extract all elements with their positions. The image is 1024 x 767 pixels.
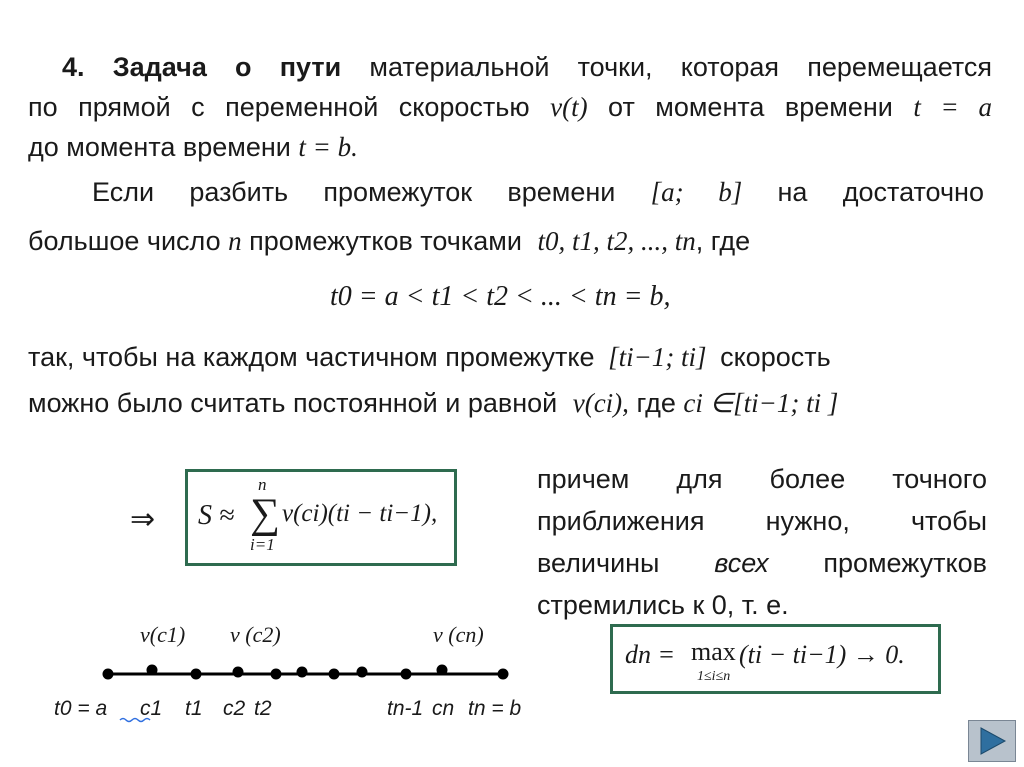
spellcheck-underline bbox=[120, 719, 150, 722]
heading-title: Задача о пути bbox=[112, 52, 342, 82]
velocity-label-c1: v(c1) bbox=[140, 622, 186, 647]
paragraph2-line-1 bbox=[28, 340, 831, 374]
sum-lower: i=1 bbox=[250, 535, 275, 554]
heading-line-3 bbox=[28, 130, 358, 164]
timeline-point-mid2 bbox=[329, 669, 340, 680]
velocity-function: v(t) bbox=[550, 92, 588, 122]
timeline-point-tn-1 bbox=[401, 669, 412, 680]
interval-ab: [a; b] bbox=[650, 177, 743, 207]
timeline-point-t2 bbox=[271, 669, 282, 680]
heading-line-3-text: до момента времени bbox=[28, 132, 291, 162]
paragraph3-line-3-end: промежутков bbox=[823, 548, 987, 578]
velocity-at-ci: v(ci), bbox=[572, 388, 629, 418]
sum-lhs: S ≈ bbox=[198, 500, 235, 531]
timeline-label-c2: c2 bbox=[223, 697, 246, 720]
formula-order bbox=[330, 281, 670, 313]
heading-line-2 bbox=[28, 90, 992, 124]
paragraph2-line-2 bbox=[28, 386, 838, 420]
paragraph1-line-2: большое число n промежутков точками t0, t1, t2, ..., tn, где bbox=[28, 226, 751, 256]
paragraph3-line-4: стремились к 0, т. е. bbox=[537, 590, 789, 620]
timeline-label-t2: t2 bbox=[254, 697, 272, 720]
heading-line-2-text: по прямой с переменной скоростью bbox=[28, 92, 530, 122]
paragraph3-line-1: причем для более точного bbox=[537, 464, 987, 494]
interval-ti: [ti−1; ti] bbox=[608, 342, 707, 372]
heading-number: 4. bbox=[62, 52, 85, 82]
paragraph3-line-2: приближения нужно, чтобы bbox=[537, 506, 987, 536]
sum-body: v(ci)(ti − ti−1), bbox=[282, 500, 438, 527]
sum-upper: n bbox=[258, 475, 267, 494]
velocity-label-c2: v (c2) bbox=[230, 622, 281, 647]
timeline-point-c2 bbox=[233, 667, 244, 678]
paragraph1-line-2-end: где bbox=[710, 226, 751, 256]
timeline-diagram bbox=[40, 612, 560, 732]
play-next-icon bbox=[969, 721, 1015, 761]
timeline-point-c1 bbox=[147, 665, 158, 676]
partition-points: t0, t1, t2, ..., tn bbox=[537, 226, 696, 256]
heading-line-1-text: материальной точки, которая перемещается bbox=[369, 52, 992, 82]
dn-formula-box bbox=[610, 624, 941, 694]
timeline-label-cn: cn bbox=[432, 697, 455, 720]
word-all: всех bbox=[714, 548, 769, 578]
sum-formula-box bbox=[185, 469, 457, 566]
ci-membership: ci ∈[ti−1; ti ] bbox=[683, 388, 839, 418]
timeline-label-c1: c1 bbox=[140, 697, 163, 720]
velocity-label-cn: v (cn) bbox=[433, 622, 484, 647]
paragraph1-line-1-end: на достаточно bbox=[777, 177, 984, 207]
timeline-label-tn-b: tn = b bbox=[468, 697, 522, 720]
timeline-point-t1 bbox=[191, 669, 202, 680]
dn-under: 1≤i≤n bbox=[697, 669, 731, 684]
formula-order-text: t0 = a < t1 < t2 < ... < tn = b, bbox=[330, 281, 671, 312]
paragraph2-line-2-mid: где bbox=[636, 388, 676, 418]
timeline-label-tn-1: tn-1 bbox=[387, 697, 424, 720]
timeline-point-cn bbox=[437, 665, 448, 676]
timeline-point-t0 bbox=[103, 669, 114, 680]
implies-arrow: ⇒ bbox=[130, 503, 156, 536]
dn-lhs: dn = bbox=[625, 640, 676, 669]
heading-line-2-mid: от момента времени bbox=[608, 92, 893, 122]
timeline-label-t0-a: t0 = a bbox=[54, 697, 108, 720]
timeline-point-tn bbox=[498, 669, 509, 680]
paragraph1-line-2-mid: промежутков точками bbox=[249, 226, 522, 256]
count-n: n bbox=[228, 226, 242, 256]
sum-sigma: ∑ bbox=[250, 491, 280, 537]
paragraph1-line-2-start: большое число bbox=[28, 226, 221, 256]
t-equals-b: t = b. bbox=[298, 132, 358, 162]
paragraph1-line-1 bbox=[92, 175, 984, 209]
next-slide-button[interactable] bbox=[968, 720, 1016, 762]
dn-max: max bbox=[691, 637, 736, 666]
paragraph1-line-1-start: Если разбить промежуток времени bbox=[92, 177, 616, 207]
heading-line-1 bbox=[62, 50, 992, 84]
timeline-point-mid1 bbox=[297, 667, 308, 678]
paragraph3-line-3 bbox=[537, 546, 987, 580]
paragraph2-line-1-start: так, чтобы на каждом частичном промежутке bbox=[28, 342, 595, 372]
paragraph2-line-1-end: скорость bbox=[720, 342, 831, 372]
dn-body: (ti − ti−1) → 0. bbox=[739, 640, 905, 669]
paragraph3-line-3-start: величины bbox=[537, 548, 660, 578]
paragraph2-line-2-start: можно было считать постоянной и равной bbox=[28, 388, 558, 418]
timeline-label-t1: t1 bbox=[185, 697, 203, 720]
timeline-point-mid3 bbox=[357, 667, 368, 678]
t-equals-a: t = a bbox=[913, 92, 992, 122]
